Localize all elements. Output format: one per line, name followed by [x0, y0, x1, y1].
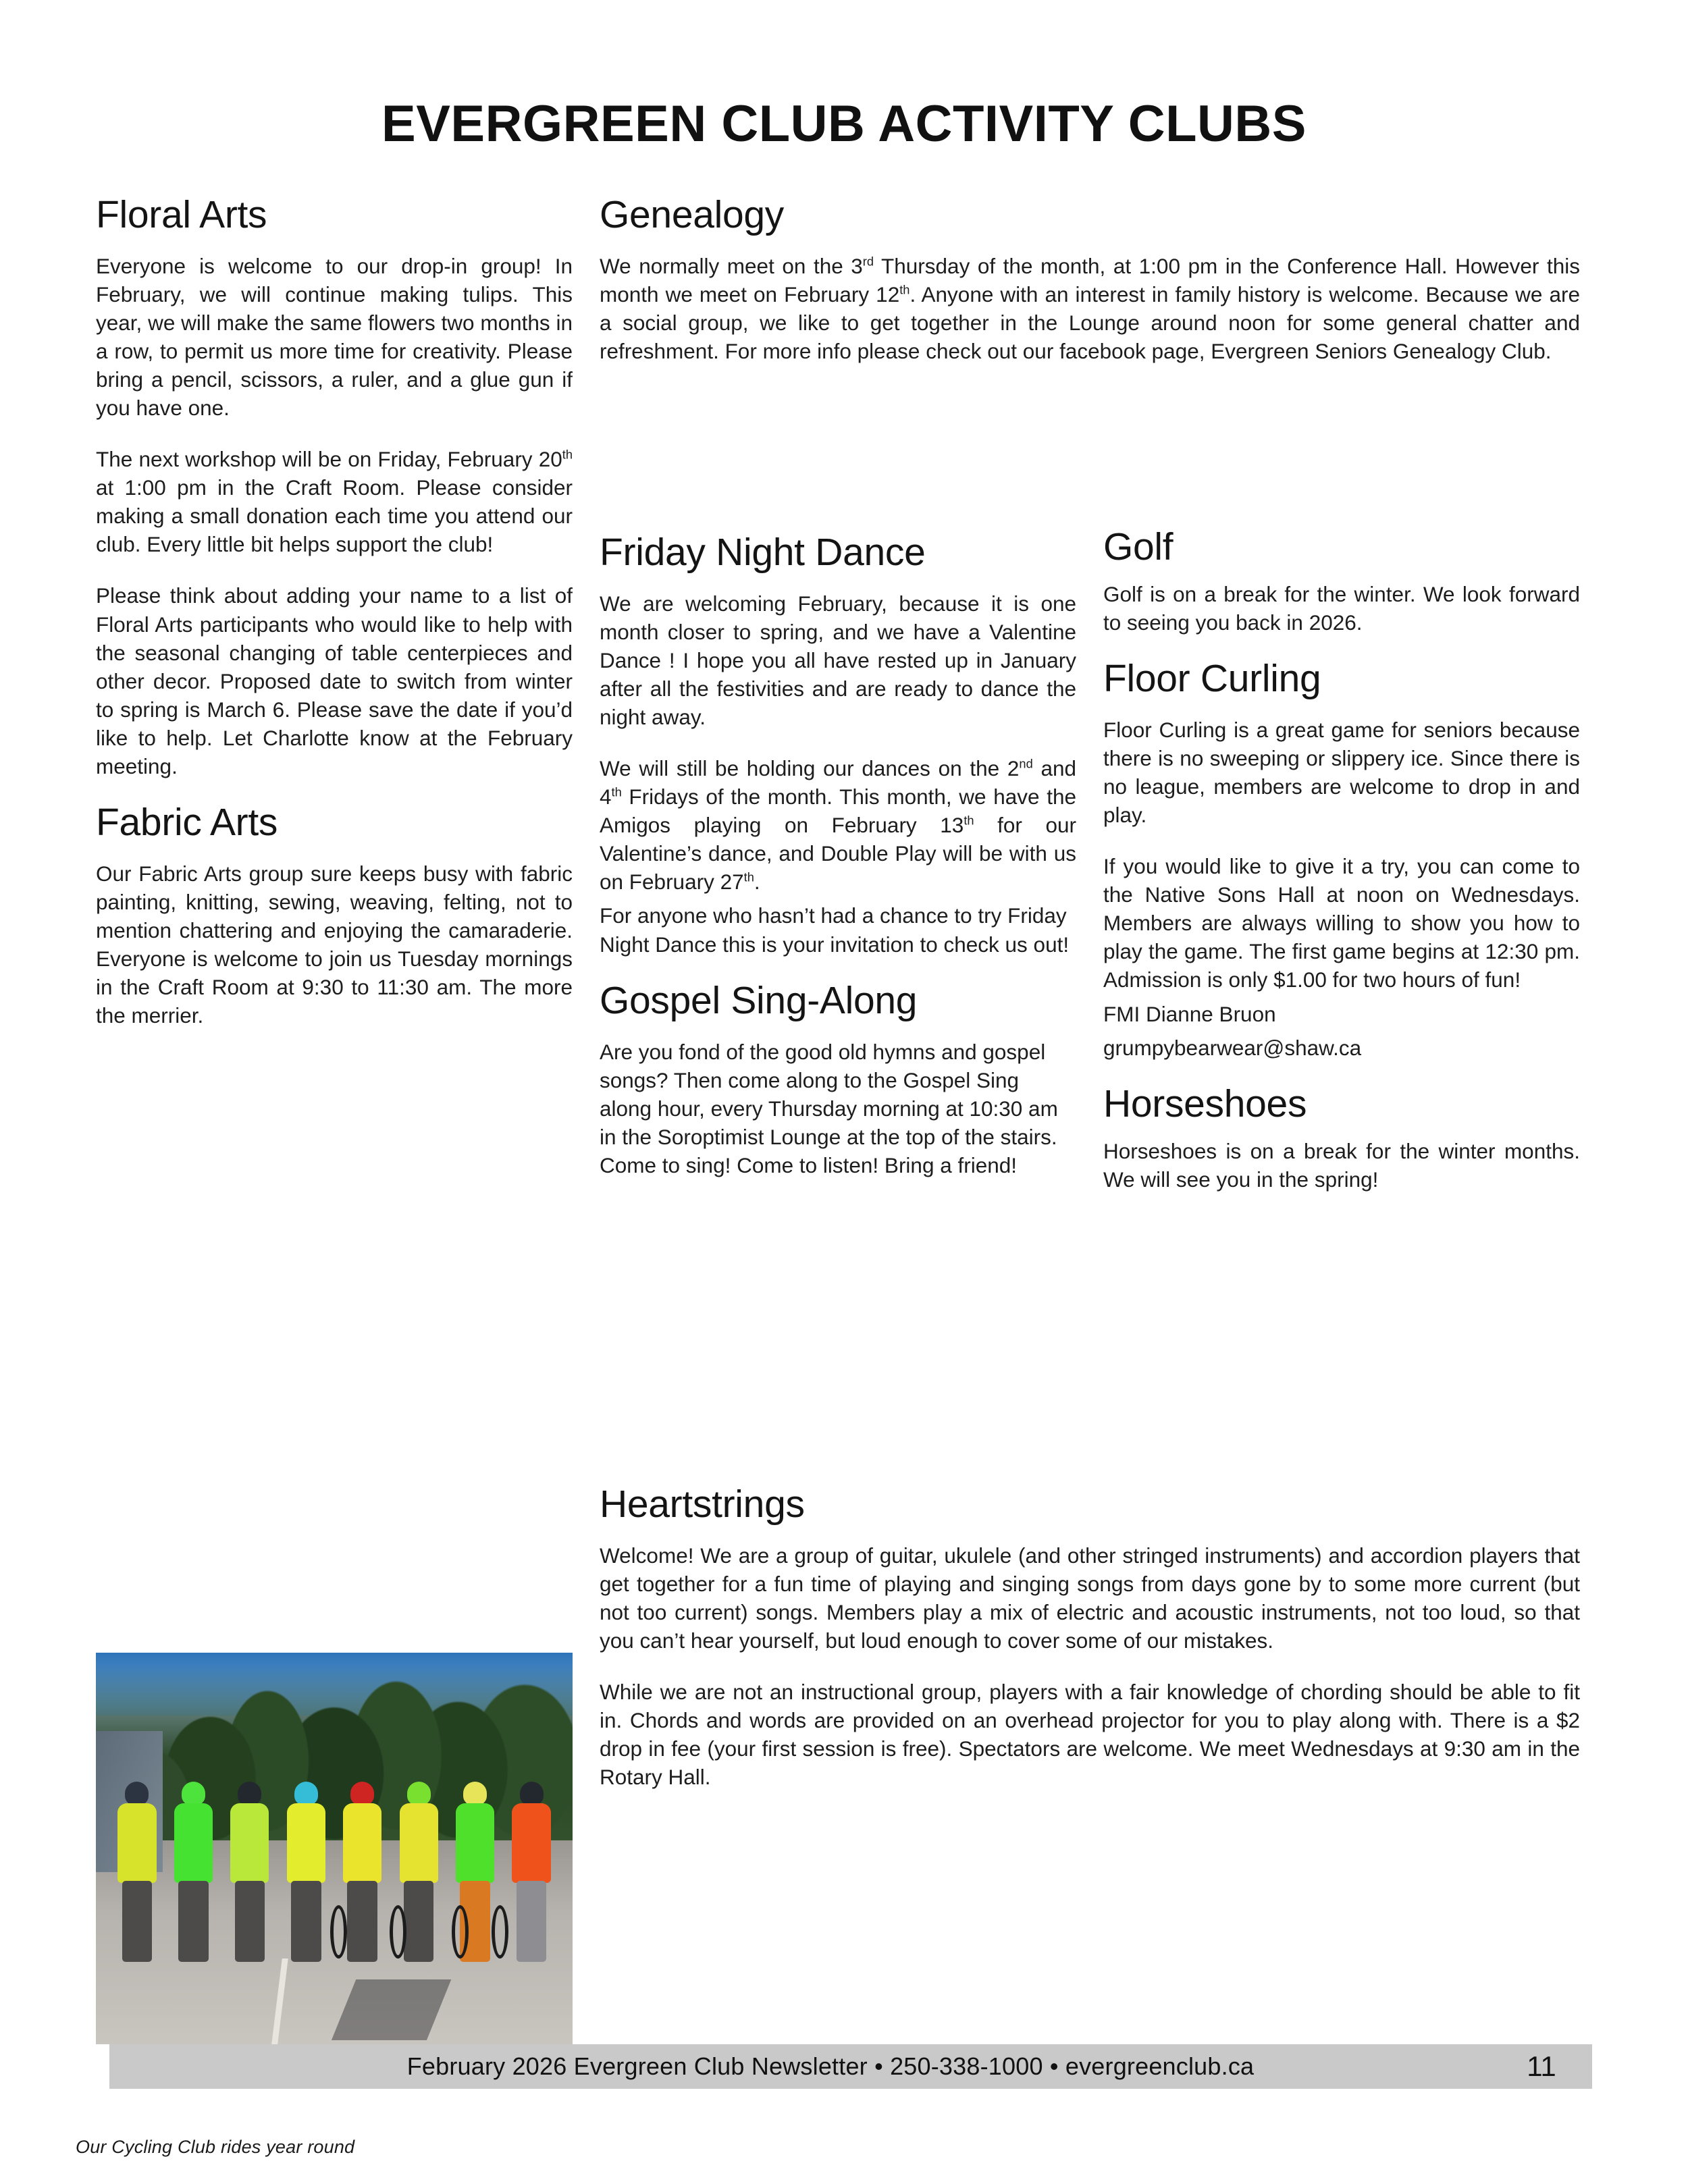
photo-rider-legs	[347, 1881, 377, 1962]
footer-bar	[109, 2044, 1592, 2089]
photo-rider-torso	[287, 1803, 325, 1882]
photo-rider-helmet	[520, 1782, 544, 1805]
section-heading-golf: Golf	[1103, 525, 1173, 568]
photo-rider-torso	[512, 1803, 550, 1882]
photo-bicycle	[330, 1905, 347, 1959]
photo-rider	[392, 1782, 445, 1962]
photo-rider-legs	[291, 1881, 321, 1962]
photo-caption: Our Cycling Club rides year round	[76, 2137, 355, 2157]
fnd-p2-part-e: .	[754, 870, 760, 895]
photo-rider-helmet	[238, 1782, 261, 1805]
floor-curling-paragraph-2: If you would like to give it a try, you can come to the Native Sons Hall at noon on Wednesdays. Members are always willing to show you how to play the game. The first game begins at 12:30 pm. Admission is only $1.00 for two hours of fun!	[1103, 854, 1580, 992]
photo-rider-helmet	[350, 1782, 374, 1805]
photo-rider-torso	[174, 1803, 213, 1882]
photo-rider-torso	[456, 1803, 494, 1882]
genealogy-p1-part-c: . Anyone with an interest in family history is welcome. Because we are a social group, we like to get together in the Lounge around noon for some general chatter and refreshment. For more info please check out our facebook page, Evergreen Seniors Genealogy Club.	[600, 282, 1580, 364]
photo-rider-legs	[404, 1881, 434, 1962]
photo-rider	[504, 1782, 558, 1962]
photo-rider-helmet	[125, 1782, 149, 1805]
photo-image	[96, 1653, 573, 2044]
genealogy-p1-part-a: We normally meet on the 3	[600, 254, 863, 278]
fnd-p2-ordinal-4: th	[743, 870, 754, 884]
floral-arts-paragraph-1: Everyone is welcome to our drop-in group! In February, we will continue making tulips. This year, we will make the same flowers two months in a row, to permit us more time for creativity. Please bring a pencil, scissors, a ruler, and a glue gun if you have one.	[96, 254, 573, 421]
photo-rider	[110, 1782, 163, 1962]
footer-text: February 2026 Evergreen Club Newsletter • 250-338-1000 • evergreenclub.ca	[406, 2052, 1255, 2080]
section-heading-fabric-arts: Fabric Arts	[96, 800, 278, 844]
fnd-p2-ordinal-3: th	[964, 813, 974, 828]
column-right	[1103, 525, 1580, 1194]
cycling-club-photo	[96, 1653, 573, 2044]
photo-rider-helmet	[294, 1782, 318, 1805]
photo-rider-helmet	[407, 1782, 431, 1805]
section-heading-friday-night-dance: Friday Night Dance	[600, 531, 926, 574]
floor-curling-contact-name: FMI Dianne Bruon	[1103, 1001, 1276, 1026]
photo-rider-group	[110, 1782, 558, 1962]
floor-curling-paragraph-1: Floor Curling is a great game for seniors because there is no sweeping or slippery ice. Since there is no league, members are welcome to drop in and play.	[1103, 718, 1580, 828]
fnd-p2-part-d: for our Valentine’s dance, and Double Play will be with us on February 27	[600, 813, 1076, 895]
photo-rider	[223, 1782, 276, 1962]
photo-rider	[167, 1782, 220, 1962]
horseshoes-paragraph-1: Horseshoes is on a break for the winter months. We will see you in the spring!	[1103, 1138, 1580, 1192]
heartstrings-paragraph-1: Welcome! We are a group of guitar, ukulele (and other stringed instruments) and accordion players that get together for a fun time of playing and singing songs from days gone by to some more current (but not too current) songs. Members play a mix of electric and acoustic instruments, not too loud, so that you can’t hear yourself, but loud enough to cover some of our mistakes.	[600, 1543, 1580, 1653]
photo-rider-legs	[122, 1881, 153, 1962]
section-heading-floor-curling: Floor Curling	[1103, 657, 1321, 701]
fnd-p2-part-c: Fridays of the month. This month, we have the Amigos playing on February 13	[600, 784, 1076, 838]
floral-arts-p2-part-b: at 1:00 pm in the Craft Room. Please consider making a small donation each time you attend our club. Every little bit helps support the club!	[96, 475, 573, 557]
floor-curling-contact-email[interactable]: grumpybearwear@shaw.ca	[1103, 1035, 1362, 1060]
photo-rider-helmet	[463, 1782, 487, 1805]
photo-rider-torso	[343, 1803, 381, 1882]
genealogy-paragraph-1	[600, 252, 1580, 365]
photo-rider-torso	[117, 1803, 156, 1882]
section-heading-gospel-sing-along: Gospel Sing-Along	[600, 978, 918, 1022]
photo-rider-torso	[400, 1803, 438, 1882]
floral-arts-paragraph-2	[96, 445, 573, 558]
photo-bicycle	[492, 1905, 508, 1959]
fnd-p2-part-a: We will still be holding our dances on the 2	[600, 756, 1020, 781]
heartstrings-paragraph-2: While we are not an instructional group, players with a fair knowledge of chording should be able to fit in. Chords and words are provided on an overhead projector for you to play along with. There is a $2 drop in fee (your first session is free). Spectators are welcome. We meet Wednesdays at 9:30 am in the Rotary Hall.	[600, 1680, 1580, 1790]
photo-rider-legs	[517, 1881, 547, 1962]
section-heading-genealogy: Genealogy	[600, 193, 785, 236]
floral-arts-paragraph-3: Please think about adding your name to a list of Floral Arts participants who would like to help with the seasonal changing of table centerpieces and other decor. Proposed date to switch from winter to spring is March 6. Please save the date if you’d like to help. Let Charlotte know at the February meeting.	[96, 583, 573, 778]
floral-arts-p2-ordinal: th	[562, 447, 573, 462]
photo-shadow	[332, 1979, 452, 2040]
page-title: EVERGREEN CLUB ACTIVITY CLUBS	[381, 95, 1307, 153]
section-heartstrings	[600, 1485, 1580, 1791]
section-heading-floral-arts: Floral Arts	[96, 193, 267, 236]
fnd-p2-ordinal-1: nd	[1019, 756, 1033, 771]
photo-rider	[280, 1782, 333, 1962]
column-middle	[600, 533, 1076, 1179]
golf-paragraph-1: Golf is on a break for the winter. We look forward to seeing you back in 2026.	[1103, 582, 1580, 635]
genealogy-p1-ordinal-2: th	[899, 282, 910, 297]
column-left	[96, 193, 573, 1030]
section-genealogy	[600, 193, 1580, 388]
friday-night-dance-paragraph-3: For anyone who hasn’t had a chance to try Friday Night Dance this is your invitation to check us out!	[600, 903, 1070, 957]
genealogy-p1-part-b: Thursday of the month, at 1:00 pm in the Conference Hall. However this month we meet on February 12	[600, 254, 1580, 307]
fnd-p2-part-b: and 4	[600, 756, 1077, 809]
friday-night-dance-paragraph-1: We are welcoming February, because it is one month closer to spring, and we have a Valentine Dance ! I hope you all have rested up in January after all the festivities and are ready to dance the night away.	[600, 591, 1076, 730]
photo-road-line	[271, 1959, 288, 2044]
photo-bicycle	[452, 1905, 469, 1959]
gospel-sing-along-paragraph-1: Are you fond of the good old hymns and gospel songs? Then come along to the Gospel Sing along hour, every Thursday morning at 10:30 am in the Soroptimist Lounge at the top of the stairs. Come to sing! Come to listen! Bring a friend!	[600, 1039, 1058, 1177]
fnd-p2-ordinal-2: th	[611, 784, 622, 799]
section-heading-horseshoes: Horseshoes	[1103, 1082, 1307, 1125]
genealogy-p1-ordinal-1: rd	[862, 254, 874, 269]
floral-arts-p2-part-a: The next workshop will be on Friday, February 20	[96, 447, 562, 472]
photo-rider-torso	[230, 1803, 269, 1882]
photo-rider-legs	[235, 1881, 265, 1962]
photo-rider-helmet	[182, 1782, 205, 1805]
fabric-arts-paragraph-1: Our Fabric Arts group sure keeps busy with fabric painting, knitting, sewing, weaving, felting, not to mention chattering and enjoying the camaraderie. Everyone is welcome to join us Tuesday mornings in the Craft Room at 9:30 to 11:30 am. The more the merrier.	[96, 861, 573, 1028]
photo-rider	[336, 1782, 389, 1962]
page-number: 11	[1527, 2050, 1556, 2082]
photo-rider-legs	[178, 1881, 209, 1962]
friday-night-dance-paragraph-2	[600, 754, 1076, 896]
section-heading-heartstrings: Heartstrings	[600, 1483, 805, 1526]
